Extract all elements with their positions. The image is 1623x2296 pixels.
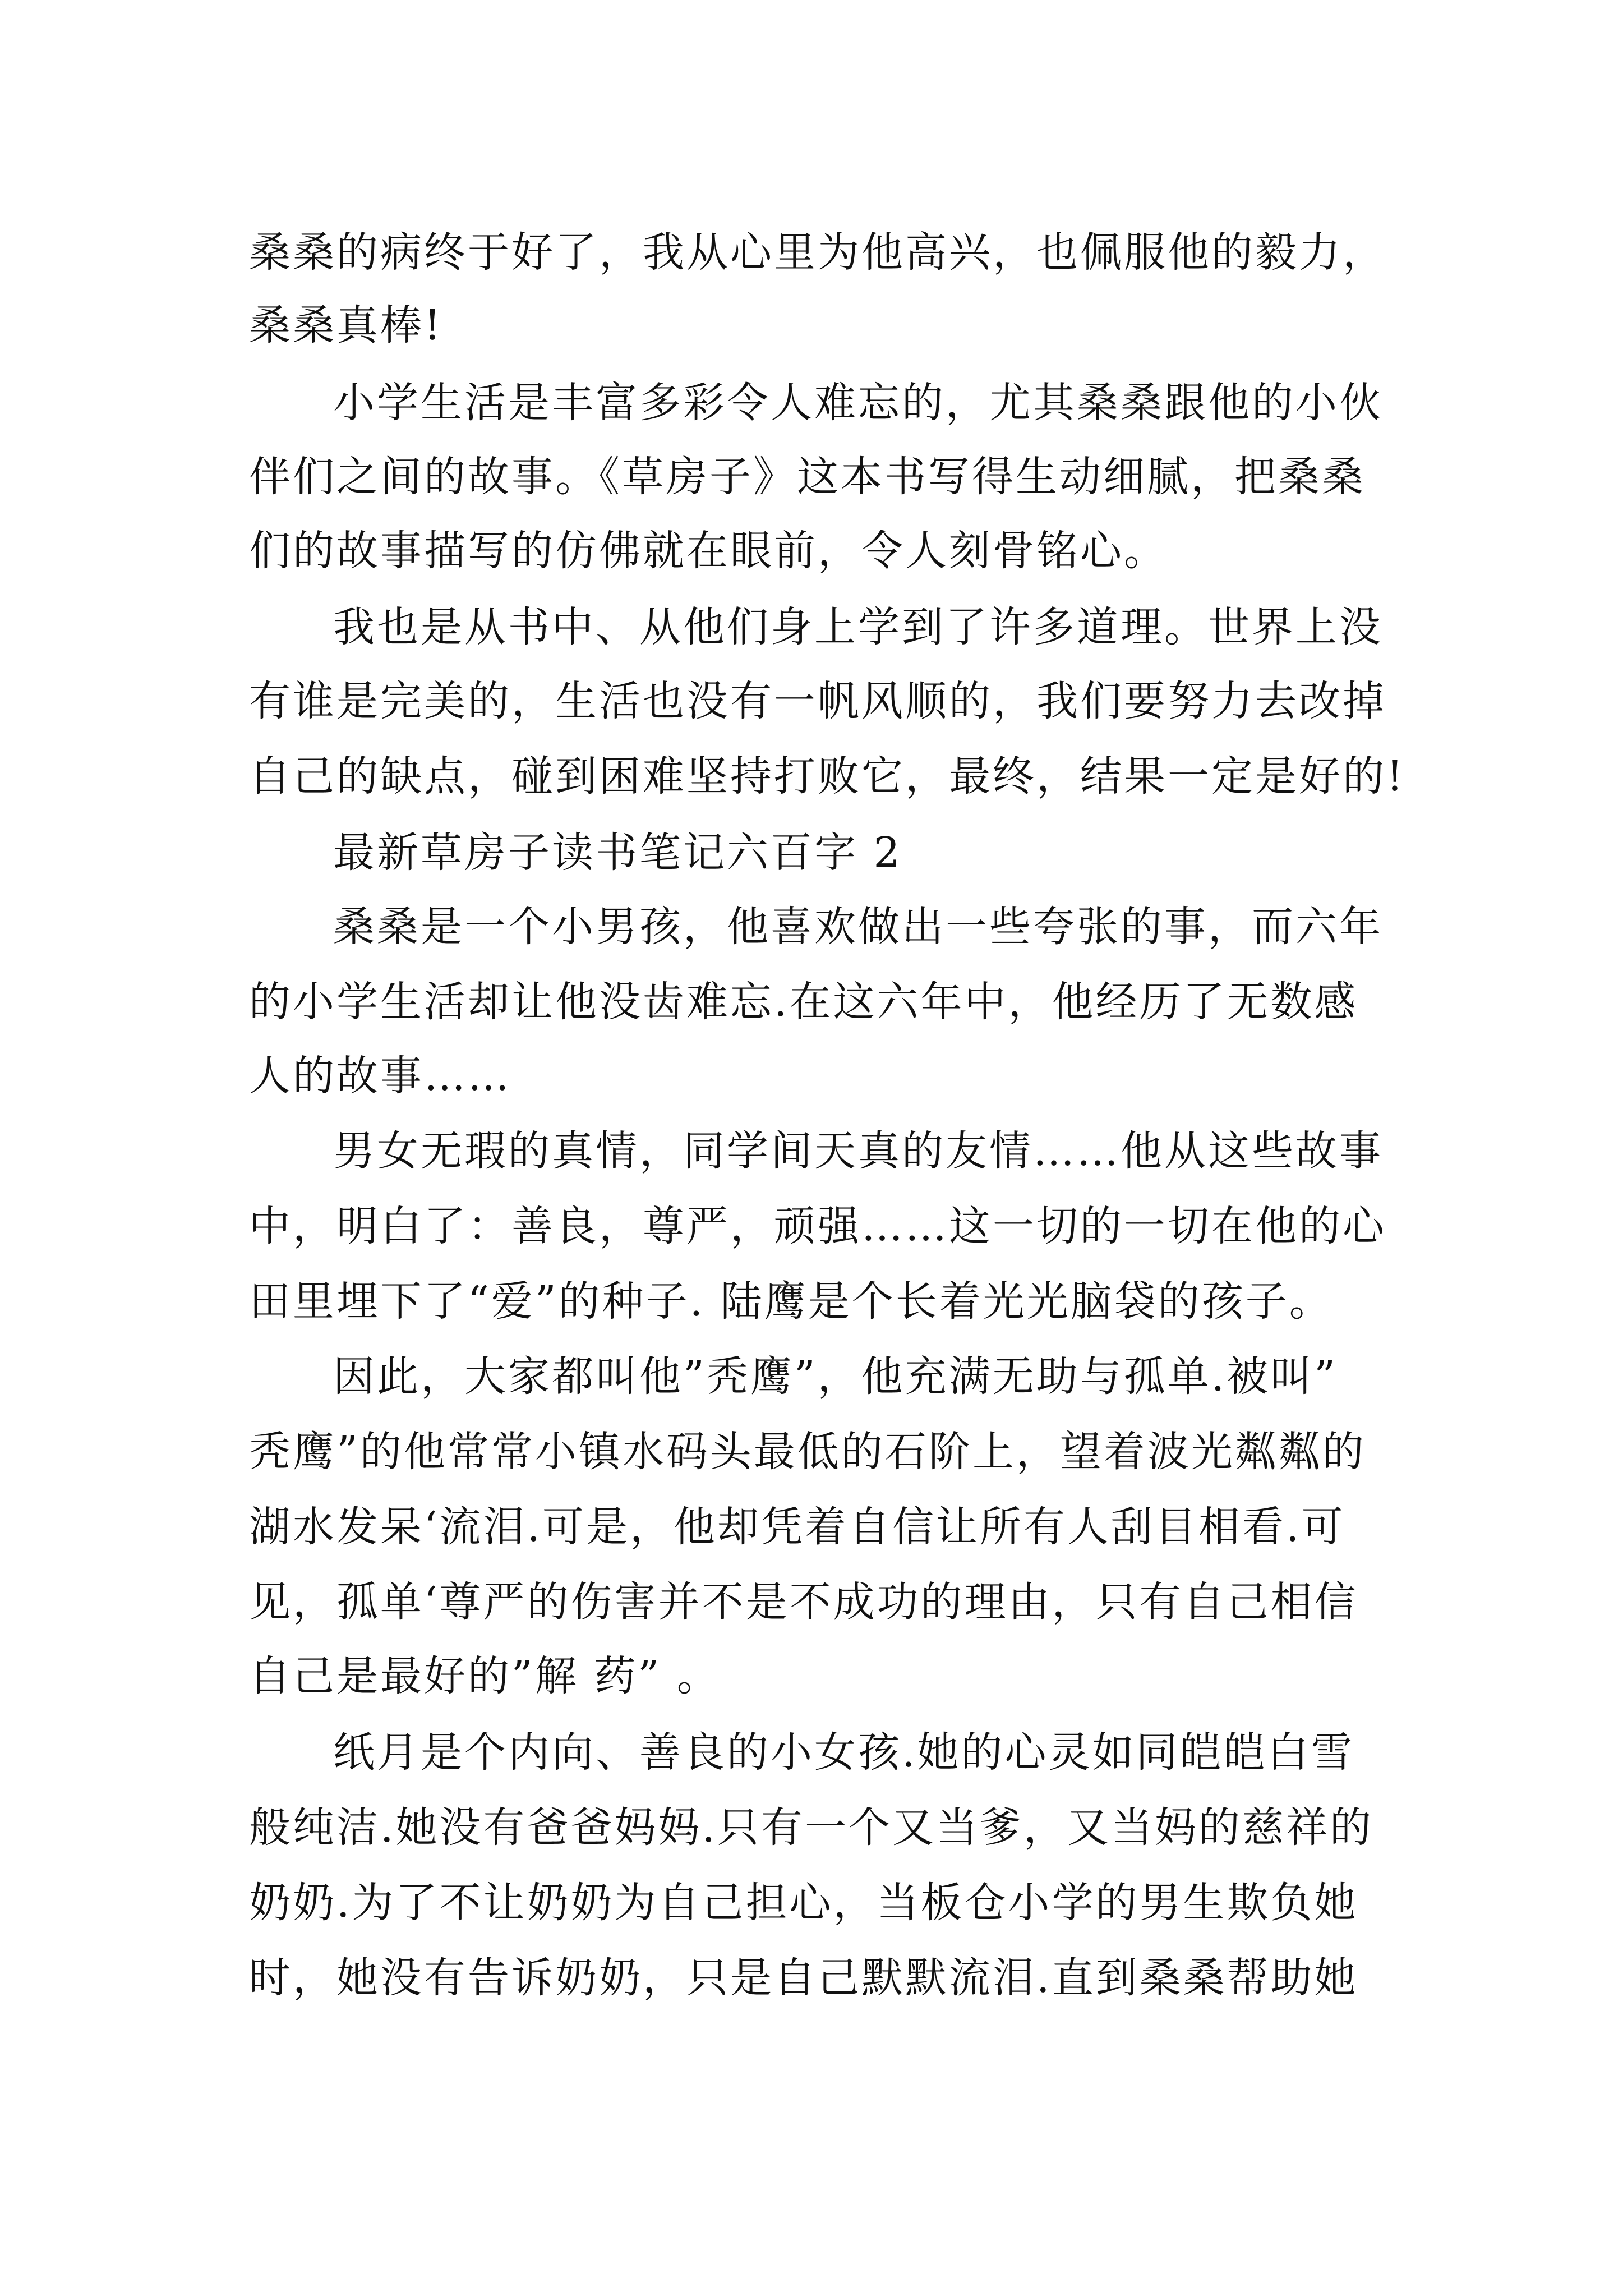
text-line: 时，她没有告诉奶奶，只是自己默默流泪.直到桑桑帮助她	[249, 1954, 1358, 2002]
text-line: 我也是从书中、从他们身上学到了许多道理。世界上没	[333, 603, 1383, 651]
text-line: 的小学生活却让他没齿难忘.在这六年中，他经历了无数感	[249, 978, 1358, 1026]
text-line: 奶奶.为了不让奶奶为自己担心，当板仓小学的男生欺负她	[249, 1879, 1358, 1927]
section-heading: 最新草房子读书笔记六百字 2	[333, 829, 902, 877]
text-line: 湖水发呆‘流泪.可是，他却凭着自信让所有人刮目相看.可	[249, 1503, 1345, 1551]
text-line: 桑桑的病终于好了，我从心里为他高兴，也佩服他的毅力，	[249, 228, 1386, 277]
text-line: 伴们之间的故事。《草房子》这本书写得生动细腻，把桑桑	[249, 453, 1366, 501]
text-line: 人的故事……	[249, 1052, 511, 1100]
text-line: 秃鹰”的他常常小镇水码头最低的石阶上，望着波光粼粼的	[249, 1428, 1366, 1476]
text-line: 田里埋下了“爱”的种子. 陆鹰是个长着光光脑袋的孩子。	[249, 1277, 1333, 1326]
text-line: 小学生活是丰富多彩令人难忘的，尤其桑桑跟他的小伙	[333, 379, 1383, 427]
text-line: 有谁是完美的，生活也没有一帆风顺的，我们要努力去改掉	[249, 677, 1386, 725]
text-line: 中，明白了：善良，尊严，顽强……这一切的一切在他的心	[249, 1202, 1386, 1250]
text-line: 因此，大家都叫他”秃鹰”，他充满无助与孤单.被叫”	[333, 1352, 1338, 1401]
text-line: 般纯洁.她没有爸爸妈妈.只有一个又当爹，又当妈的慈祥的	[249, 1803, 1374, 1852]
text-line: 自己是最好的”解 药” 。	[249, 1652, 721, 1700]
text-line: 男女无瑕的真情，同学间天真的友情……他从这些故事	[333, 1127, 1383, 1175]
text-line: 们的故事描写的仿佛就在眼前，令人刻骨铭心。	[249, 527, 1168, 575]
text-line: 桑桑真棒!	[249, 301, 443, 349]
text-line: 桑桑是一个小男孩，他喜欢做出一些夸张的事，而六年	[333, 903, 1383, 951]
text-line: 纸月是个内向、善良的小女孩.她的心灵如同皑皑白雪	[333, 1728, 1355, 1777]
text-line: 自己的缺点，碰到困难坚持打败它，最终，结果一定是好的!	[249, 752, 1405, 800]
text-line: 见，孤单‘尊严的伤害并不是不成功的理由，只有自己相信	[249, 1578, 1358, 1626]
